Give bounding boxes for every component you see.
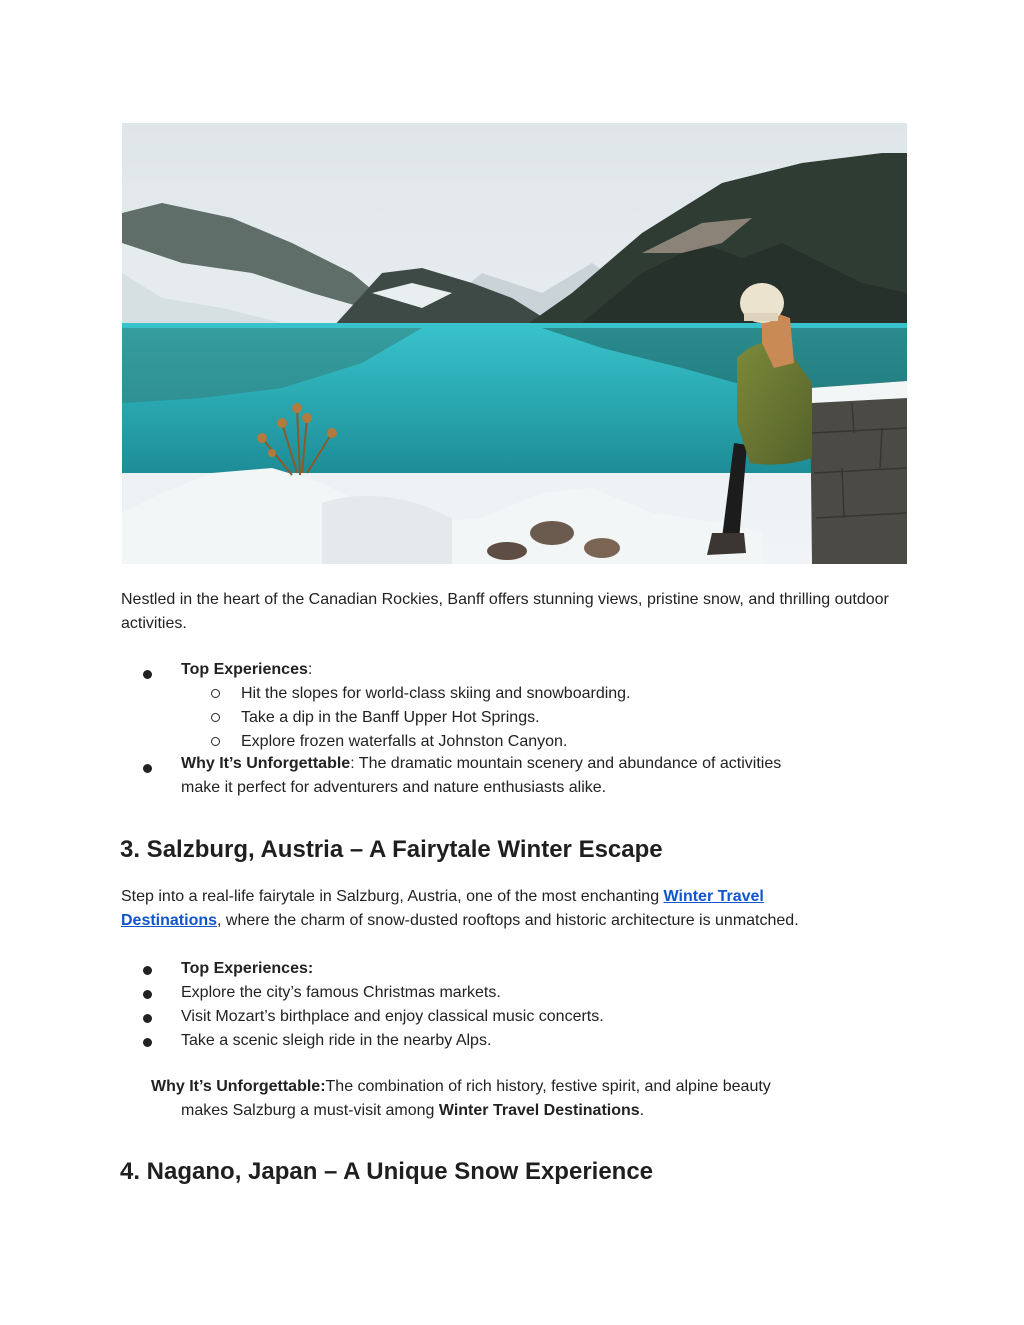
list-item: Explore the city’s famous Christmas markets. <box>181 984 501 1001</box>
winter-travel-link[interactable]: Winter Travel <box>663 888 764 905</box>
bullet-dot <box>143 966 152 975</box>
why-line-2 <box>181 1099 644 1123</box>
bullet-ring <box>211 713 220 722</box>
bullet-dot <box>143 1014 152 1023</box>
why-label: Why It’s Unforgettable: <box>151 1078 326 1095</box>
why-label: Why It’s Unforgettable <box>181 755 351 772</box>
intro-text: Step into a real-life fairytale in Salzburg, Austria, one of the most enchanting <box>121 888 664 905</box>
why-text: The combination of rich history, festive spirit, and alpine beauty <box>325 1078 771 1095</box>
bullet-dot <box>143 1038 152 1047</box>
why-bold: Winter Travel Destinations <box>438 1102 640 1119</box>
lake-photo <box>122 123 907 564</box>
bullet-dot <box>143 990 152 999</box>
destinations-link[interactable]: Destinations <box>121 912 218 929</box>
bullet-dot <box>143 764 152 773</box>
top-experiences-line <box>181 658 312 682</box>
list-item: Take a dip in the Banff Upper Hot Springs. <box>241 709 540 726</box>
top-experiences-colon: : <box>307 661 313 678</box>
list-item: Explore frozen waterfalls at Johnston Canyon. <box>241 733 568 750</box>
section-heading-nagano: 4. Nagano, Japan – A Unique Snow Experience <box>120 1158 654 1185</box>
banff-intro: Nestled in the heart of the Canadian Rockies, Banff offers stunning views, pristine snow, and thrilling outdoor activities. <box>121 591 889 632</box>
salzburg-intro <box>121 885 911 933</box>
top-experiences-label: Top Experiences <box>181 661 308 678</box>
list-item: Visit Mozart’s birthplace and enjoy classical music concerts. <box>181 1008 604 1025</box>
list-item: Take a scenic sleigh ride in the nearby Alps. <box>181 1032 492 1049</box>
intro-text-end: , where the charm of snow-dusted rooftops and historic architecture is unmatched. <box>217 912 799 929</box>
section-heading-salzburg: 3. Salzburg, Austria – A Fairytale Winter Escape <box>120 836 663 863</box>
why-line-1 <box>151 1075 771 1099</box>
bullet-ring <box>211 737 220 746</box>
bullet-dot <box>143 670 152 679</box>
bullet-ring <box>211 689 220 698</box>
why-line-2: make it perfect for adventurers and nature enthusiasts alike. <box>181 779 607 796</box>
why-text: : The dramatic mountain scenery and abundance of activities <box>350 755 782 772</box>
why-text-2: makes Salzburg a must-visit among <box>181 1102 439 1119</box>
list-item: Hit the slopes for world-class skiing and snowboarding. <box>241 685 631 702</box>
why-line-1 <box>181 752 781 776</box>
why-end: . <box>639 1102 645 1119</box>
top-experiences-label: Top Experiences: <box>181 960 314 977</box>
